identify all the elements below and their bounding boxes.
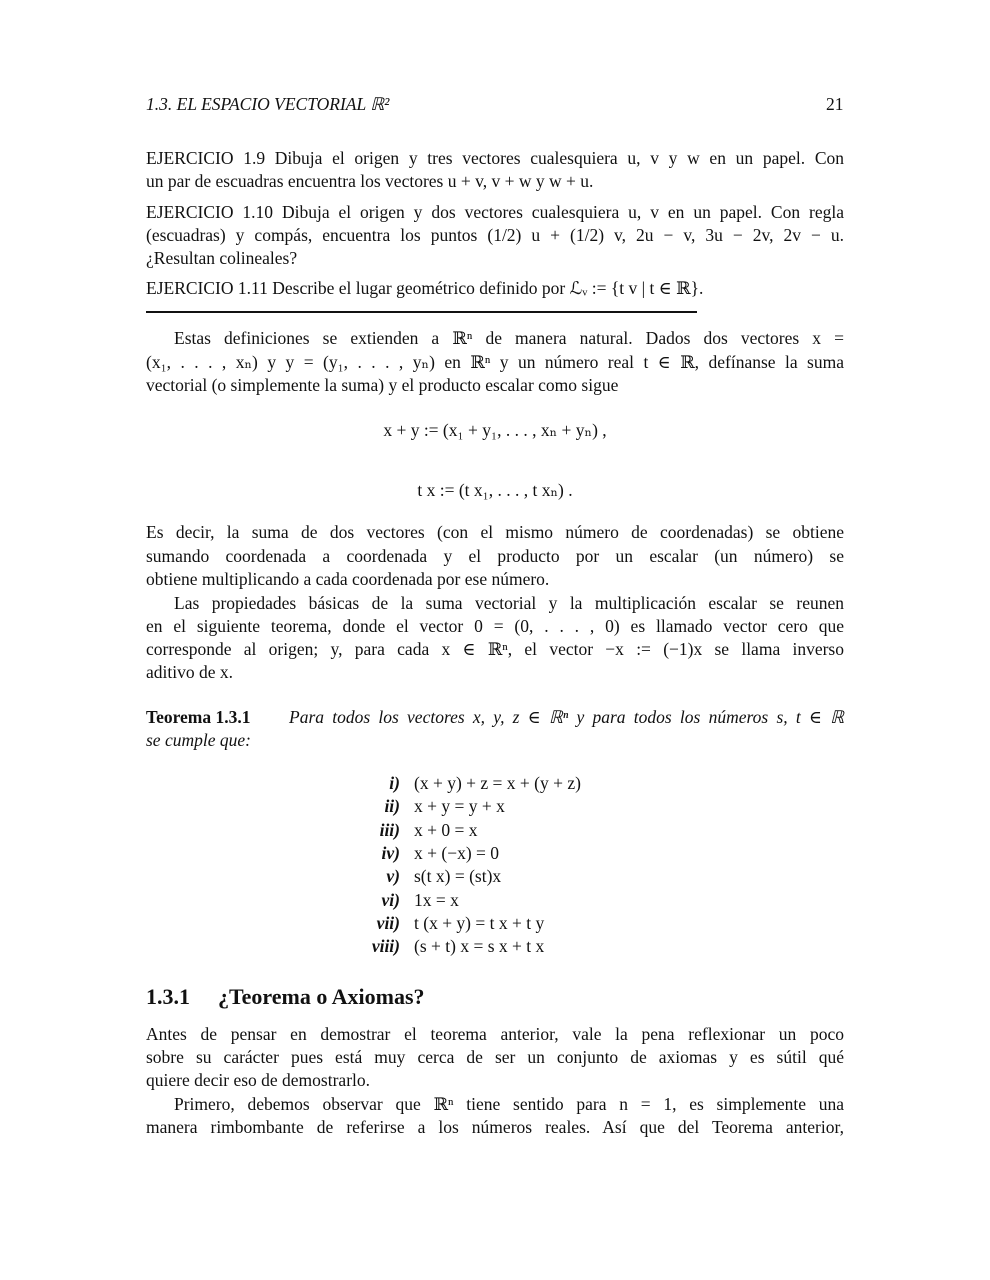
paragraph-line: sobre su carácter pues está muy cerca de ser un conjunto de axiomas y es sútil qué	[146, 1047, 844, 1067]
paragraph-line: en el siguiente teorema, donde el vector 0 = (0, . . . , 0) es llamado vector cero que	[146, 616, 844, 636]
paragraph-line: corresponde al origen; y, para cada x ∈ ℝⁿ, el vector −x := (−1)x se llama inverso	[146, 639, 844, 659]
item-number: vii)	[376, 912, 400, 933]
item-formula: x + 0 = x	[414, 819, 478, 840]
item-formula: x + y = y + x	[414, 796, 505, 817]
paragraph-line: vectorial (o simplemente la suma) y el producto escalar como sigue	[146, 375, 619, 395]
paragraph-line: quiere decir eso de demostrarlo.	[146, 1070, 371, 1090]
item-number: vi)	[381, 889, 400, 910]
section-heading	[146, 984, 453, 1010]
running-header: 1.3. EL ESPACIO VECTORIAL ℝ²	[146, 94, 390, 114]
theorem-label	[146, 706, 251, 728]
exercise-line: (escuadras) y compás, encuentra los puntos (1/2) u + (1/2) v, 2u − v, 3u − 2v, 2v − u.	[146, 225, 844, 245]
paragraph-line: (x₁, . . . , xₙ) y y = (y₁, . . . , yₙ) en ℝⁿ y un número real t ∈ ℝ, defínanse la suma	[146, 352, 844, 372]
item-number: i)	[389, 773, 400, 793]
theorem-line: Para todos los vectores x, y, z ∈ ℝⁿ y para todos los números s, t ∈ ℝ	[289, 707, 844, 727]
theorem-item	[330, 889, 930, 911]
item-number: v)	[386, 866, 400, 887]
page-number: 21	[826, 94, 844, 114]
paragraph-line: Es decir, la suma de dos vectores (con el mismo número de coordenadas) se obtiene	[146, 522, 844, 542]
item-formula: 1x = x	[414, 889, 459, 910]
divider-rule	[146, 311, 697, 313]
exercise-line: EJERCICIO 1.10 Dibuja el origen y dos vectores cualesquiera u, v en un papel. Con regla	[146, 202, 844, 222]
theorem-item	[330, 935, 930, 957]
item-formula: (s + t) x = s x + t x	[414, 936, 545, 957]
section-title: ¿Teorema o Axiomas?	[218, 984, 425, 1009]
item-number: ii)	[384, 796, 400, 817]
paragraph-line: aditivo de x.	[146, 662, 233, 682]
paragraph-line: obtiene multiplicando a cada coordenada por ese número.	[146, 569, 550, 589]
item-formula: s(t x) = (st)x	[414, 866, 502, 887]
theorem-item	[330, 772, 930, 794]
exercise-line: ¿Resultan colineales?	[146, 248, 298, 268]
paragraph-line: Antes de pensar en demostrar el teorema anterior, vale la pena reflexionar un poco	[146, 1024, 844, 1044]
equation-scalar: t x := (t x₁, . . . , t xₙ) .	[417, 480, 573, 500]
exercise-line: EJERCICIO 1.11 Describe el lugar geométrico definido por ℒᵥ := {t v | t ∈ ℝ}.	[146, 278, 704, 298]
paragraph-line: manera rimbombante de referirse a los números reales. Así que del Teorema anterior,	[146, 1117, 844, 1137]
paragraph-line: Las propiedades básicas de la suma vectorial y la multiplicación escalar se reunen	[174, 593, 844, 613]
item-number: iv)	[381, 842, 400, 863]
theorem-line: se cumple que:	[146, 730, 251, 750]
theorem-label-text: Teorema 1.3.1	[146, 707, 251, 727]
theorem-item	[330, 795, 930, 817]
item-number: iii)	[379, 819, 400, 840]
exercise-line: un par de escuadras encuentra los vectores u + v, v + w y w + u.	[146, 171, 594, 191]
theorem-item	[330, 865, 930, 887]
paragraph-line: Estas definiciones se extienden a ℝⁿ de manera natural. Dados dos vectores x =	[174, 328, 844, 348]
item-formula: x + (−x) = 0	[414, 842, 500, 863]
item-formula: (x + y) + z = x + (y + z)	[414, 773, 581, 793]
section-number: 1.3.1	[146, 984, 190, 1009]
theorem-item	[330, 842, 930, 864]
equation-sum: x + y := (x₁ + y₁, . . . , xₙ + yₙ) ,	[383, 420, 607, 440]
item-formula: t (x + y) = t x + t y	[414, 912, 545, 933]
exercise-line: EJERCICIO 1.9 Dibuja el origen y tres vectores cualesquiera u, v y w en un papel. Con	[146, 148, 844, 168]
paragraph-line: Primero, debemos observar que ℝⁿ tiene sentido para n = 1, es simplemente una	[174, 1094, 844, 1114]
theorem-item	[330, 819, 930, 841]
item-number: viii)	[371, 936, 400, 957]
theorem-item	[330, 912, 930, 934]
paragraph-line: sumando coordenada a coordenada y el producto por un escalar (un número) se	[146, 546, 844, 566]
